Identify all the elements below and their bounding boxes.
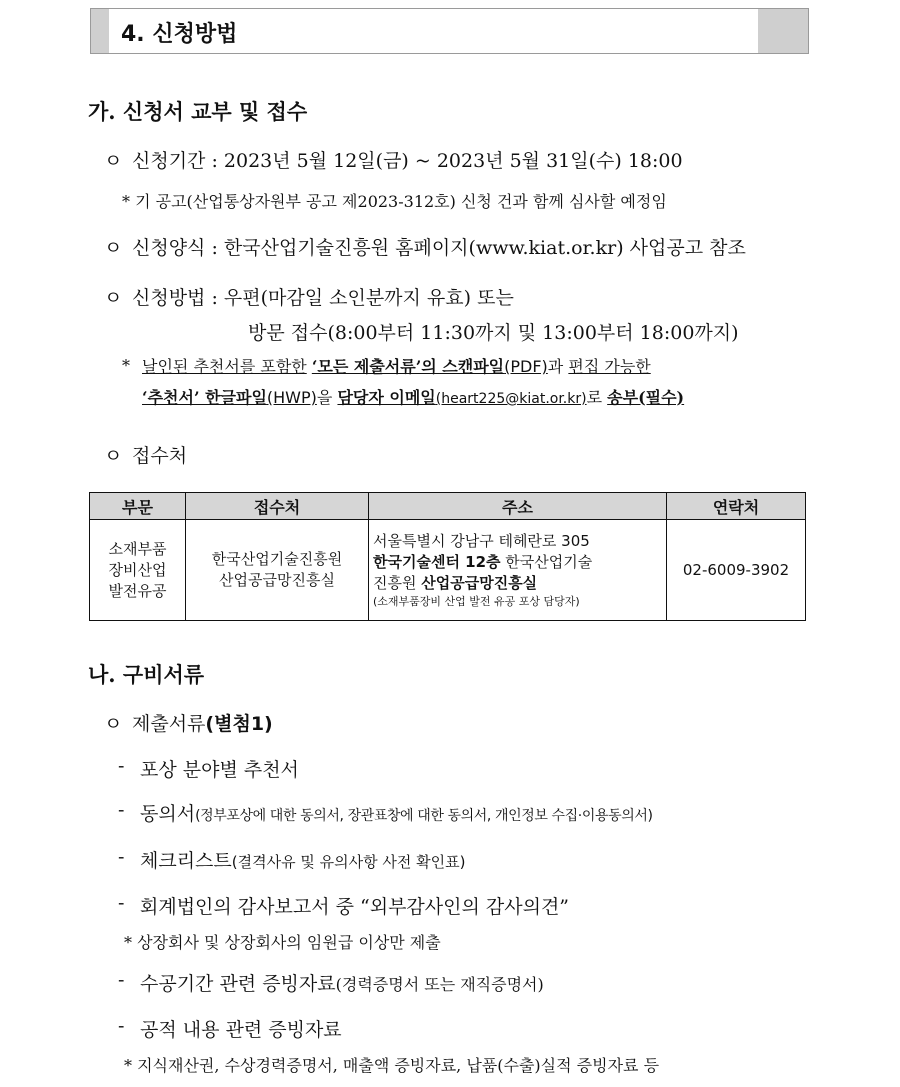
doc-item-dash: -	[118, 969, 125, 991]
note-evidence-examples: * 지식재산권, 수상경력증명서, 매출액 증빙자료, 납품(수출)실적 증빙자료 등	[124, 1056, 660, 1075]
cell-address: 서울특별시 강남구 테헤란로 305 한국기술센터 12층 한국산업기술 진흥원 산업공급망진흥실 (소재부품장비 산업 발전 유공 포상 담당자)	[369, 520, 667, 621]
doc-item-dash: -	[118, 892, 125, 914]
period-bullet: ㅇ	[104, 150, 123, 172]
period-note: * 기 공고(산업통상자원부 공고 제2023-312호) 신청 건과 함께 심사할 예정임	[122, 192, 667, 211]
cell-division: 소재부품 장비산업 발전유공	[90, 520, 186, 621]
form-text: 신청양식 : 한국산업기술진흥원 홈페이지(www.kiat.or.kr) 사업공고 참조	[132, 237, 746, 259]
section-title: 4. 신청방법	[121, 22, 238, 47]
heading-part-b: 나. 구비서류	[88, 662, 205, 687]
table-header-contact: 연락처	[667, 493, 806, 520]
method-line1: 신청방법 : 우편(마감일 소인분까지 유효) 또는	[132, 287, 514, 309]
table-header-office: 접수처	[186, 493, 369, 520]
method-note-line2: ‘추천서’ 한글파일(HWP)을 담당자 이메일(heart225@kiat.or.kr)로 송부(필수)	[142, 388, 685, 407]
docs-bullet: ㅇ	[104, 713, 123, 735]
heading-part-a: 가. 신청서 교부 및 접수	[88, 99, 308, 124]
method-bullet: ㅇ	[104, 287, 123, 309]
method-line2: 방문 접수(8:00부터 11:30까지 및 13:00부터 18:00까지)	[248, 322, 739, 344]
table-row	[90, 520, 806, 621]
doc-item-consent: 동의서(정부포상에 대한 동의서, 장관표창에 대한 동의서, 개인정보 수집·이용동의서)	[140, 803, 653, 825]
doc-item-merit-evidence: 공적 내용 관련 증빙자료	[140, 1019, 342, 1041]
doc-item-checklist: 체크리스트(결격사유 및 유의사항 사전 확인표)	[140, 850, 466, 872]
reception-bullet: ㅇ	[104, 445, 123, 467]
table-header-division: 부문	[90, 493, 186, 520]
method-note-line1: 날인된 추천서를 포함한 ‘모든 제출서류’의 스캔파일(PDF)과 편집 가능한	[142, 357, 651, 376]
table-header-address: 주소	[369, 493, 667, 520]
form-bullet: ㅇ	[104, 237, 123, 259]
doc-item-service-period: 수공기간 관련 증빙자료(경력증명서 또는 재직증명서)	[140, 973, 544, 995]
doc-item-dash: -	[118, 846, 125, 868]
header-right-shade	[758, 9, 808, 53]
header-left-shade	[91, 9, 109, 53]
doc-item-dash: -	[118, 755, 125, 777]
cell-contact: 02-6009-3902	[667, 520, 806, 621]
doc-item-audit-report: 회계법인의 감사보고서 중 “외부감사인의 감사의견”	[140, 896, 570, 918]
note-listed-company: * 상장회사 및 상장회사의 임원급 이상만 제출	[124, 933, 441, 952]
cell-office: 한국산업기술진흥원 산업공급망진흥실	[186, 520, 369, 621]
doc-item-recommendation: 포상 분야별 추천서	[140, 759, 299, 781]
method-note-star: *	[122, 356, 130, 375]
doc-item-dash: -	[118, 799, 125, 821]
reception-label: 접수처	[132, 445, 188, 467]
period-text: 신청기간 : 2023년 5월 12일(금) ~ 2023년 5월 31일(수) 18:00	[132, 150, 683, 172]
docs-label: 제출서류(별첨1)	[132, 713, 273, 735]
section-header-bar	[90, 8, 809, 54]
reception-table	[89, 492, 806, 621]
table-header-row	[90, 493, 806, 520]
doc-item-dash: -	[118, 1015, 125, 1037]
